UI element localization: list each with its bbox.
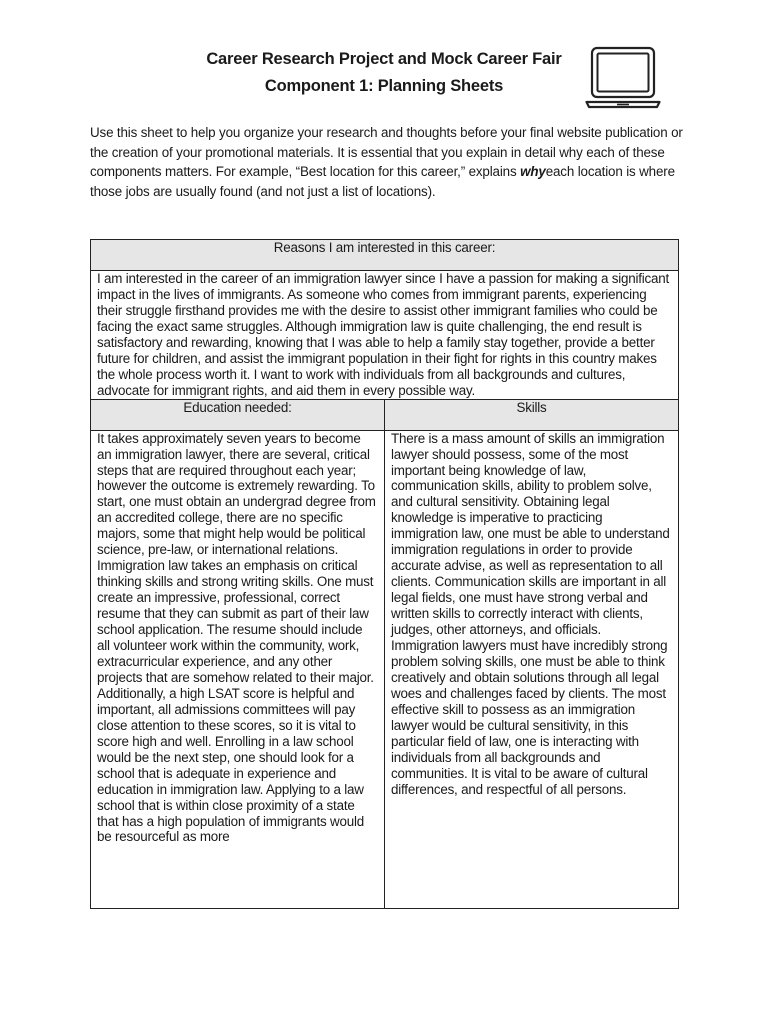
page-subtitle: Component 1: Planning Sheets	[264, 77, 504, 95]
skills-header: Skills	[385, 399, 679, 430]
skills-response[interactable]: There is a mass amount of skills an immigration lawyer should possess, some of the most important being knowledge of law, communication skills, ability to problem solve, and cultural sensitivity. Obtaining legal knowledge is imperative to practicing immigration law, one must be able to understand immigration regulations in order to provide accurate advise, as well as representation to all clients. Communication skills are important in all legal fields, one must have strong verbal and written skills to correctly interact with clients, judges, other attorneys, and officials. Immigration lawyers must have incredibly strong problem solving skills, one must be able to think creatively and obtain solutions through all legal woes and challenges faced by clients. The most effective skill to possess as an immigration lawyer would be cultural sensitivity, in this particular field of law, one is interacting with individuals from all backgrounds and communities. It is vital to be aware of cultural differences, and respectful of all persons.	[385, 430, 679, 908]
intro-emphasis: why	[520, 164, 546, 180]
intro-text-start: Use this sheet to help you organize your research and thoughts before your final website publication or the creation of your promotional materials. It is essential that you explain in detail why each of these components matters. For example, “Best location for this career,” explains	[90, 125, 683, 180]
instructions-paragraph	[90, 123, 690, 201]
page-title: Career Research Project and Mock Career Fair	[206, 50, 562, 68]
education-response[interactable]: It takes approximately seven years to become an immigration lawyer, there are several, critical steps that are required throughout each year; however the outcome is extremely rewarding. To start, one must obtain an undergrad degree from an accredited college, there are no specific majors, some that might help would be political science, pre-law, or international relations. Immigration law takes an emphasis on critical thinking skills and strong writing skills. One must create an impressive, professional, correct resume that they can submit as part of their law school application. The resume should include all volunteer work within the community, work, extracurricular experience, and any other projects that are somehow related to their major. Additionally, a high LSAT score is helpful and important, all admissions committees will pay close attention to these scores, so it is vital to score high and well. Enrolling in a law school would be the next step, one should look for a school that is adequate in experience and education in immigration law. Applying to a law school that is within close proximity of a state that has a high population of immigrants would be resourceful as more	[91, 430, 385, 908]
education-header: Education needed:	[91, 399, 385, 430]
reasons-header: Reasons I am interested in this career:	[91, 240, 679, 271]
planning-table	[90, 239, 679, 909]
laptop-icon	[585, 46, 661, 110]
reasons-response[interactable]: I am interested in the career of an immigration lawyer since I have a passion for making a significant impact in the lives of immigrants. As someone who comes from immigrant parents, experiencing their struggle firsthand provides me with the desire to assist other immigrant families who could be facing the exact same struggles. Although immigration law is quite challenging, the end result is satisfactory and rewarding, knowing that I was able to help a family stay together, provide a better future for children, and assist the immigrant population in their fight for rights in this country makes the whole process worth it. I want to work with individuals from all backgrounds and cultures, advocate for immigrant rights, and aid them in every possible way.	[91, 271, 679, 400]
intro-text-end: each location is where those jobs are usually found (and not just a list of locations).	[90, 164, 675, 199]
